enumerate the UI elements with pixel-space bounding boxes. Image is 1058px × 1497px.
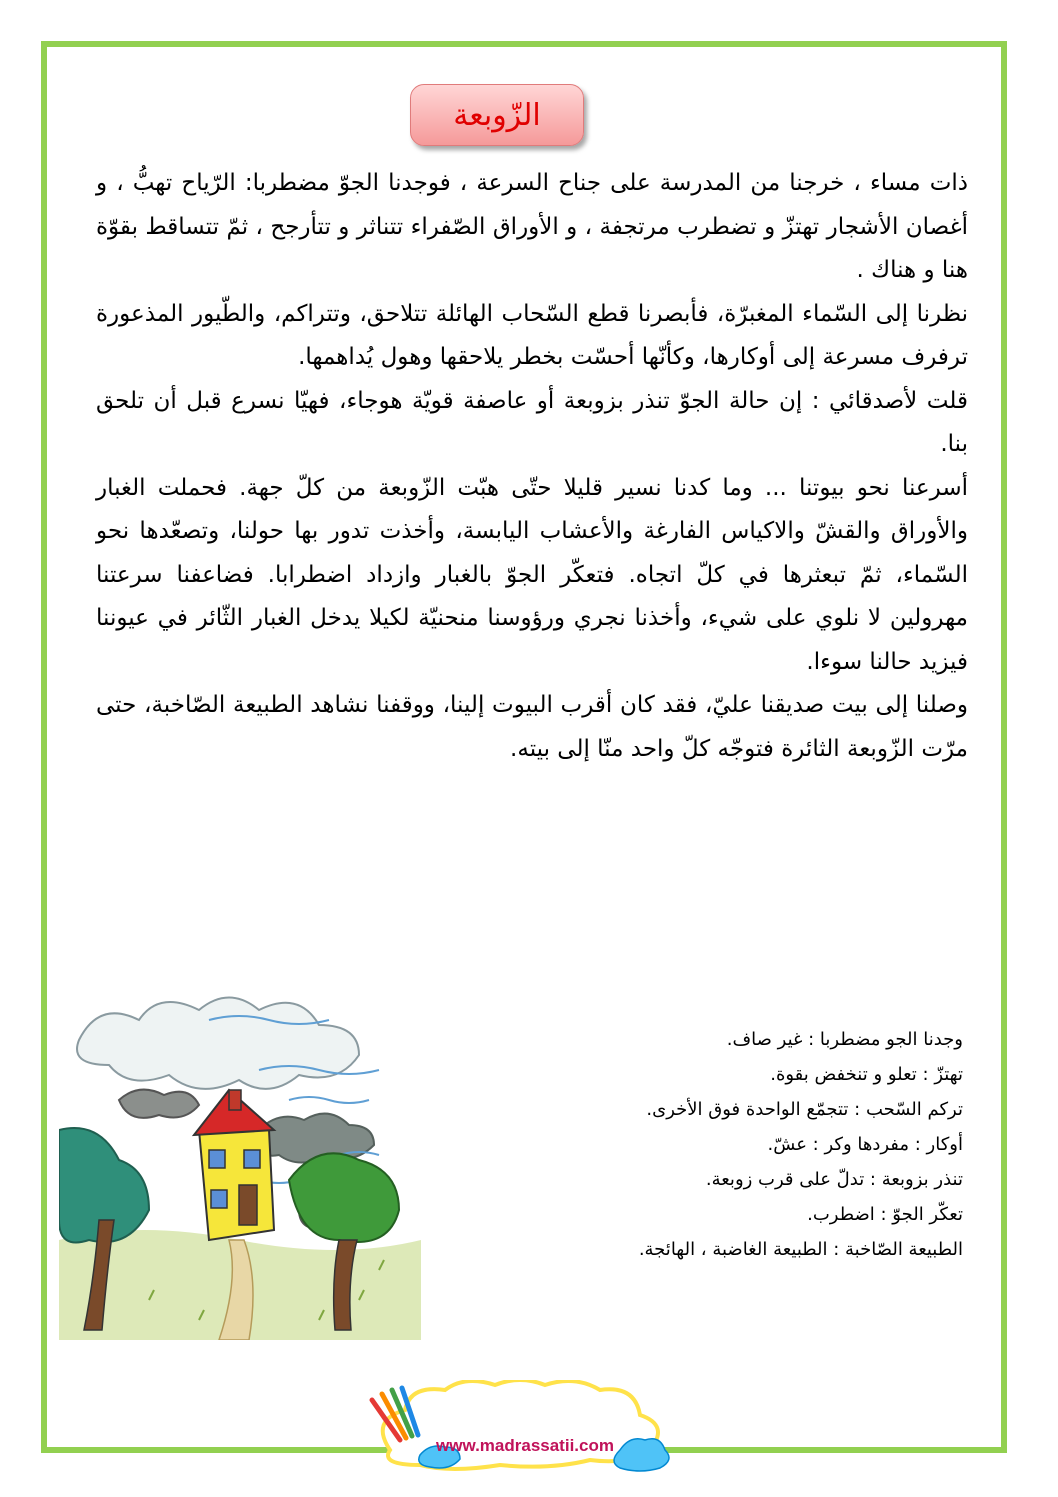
glossary-item: الطبيعة الصّاخبة : الطبيعة الغاضبة ، الهائجة.: [638, 1239, 963, 1260]
glossary: [463, 1022, 963, 1267]
glossary-item: تنذر بزوبعة : تدلّ على قرب زوبعة.: [705, 1169, 963, 1190]
paragraph: أسرعنا نحو بيوتنا ... وما كدنا نسير قليلا حتّى هبّت الزّوبعة من كلّ جهة. فحملت الغبار والأوراق والقشّ والاكياس الفارغة والأعشاب اليابسة، وأخذت تدور بها حولنا، وتصعّدها نحو السّماء، ثمّ تبعثرها في كلّ اتجاه. فتعكّر الجوّ بالغبار وازداد اضطرابا. فضاعفنا سرعتنا مهرولين لا نلوي على شيء، وأخذنا نجري ورؤوسنا منحنيّة لكيلا يدخل الغبار الثّائر في عيوننا فيزيد حالنا سوءا.: [96, 474, 968, 675]
glossary-item: أوكار : مفردها وكر : عشّ.: [767, 1134, 963, 1155]
glossary-item: تهتزّ : تعلو و تنخفض بقوة.: [770, 1064, 963, 1085]
glossary-item: تعكّر الجوّ : اضطرب.: [807, 1204, 963, 1225]
paragraph: نظرنا إلى السّماء المغبرّة، فأبصرنا قطع السّحاب الهائلة تتلاحق، وتتراكم، والطّيور المذعورة ترفرف مسرعة إلى أوكارها، وكأنّها أحسّت بخطر يلاحقها وهول يُداهمها.: [96, 300, 968, 370]
glossary-item: وجدنا الجو مضطربا : غير صاف.: [726, 1029, 963, 1050]
title-banner: [410, 84, 584, 146]
paragraph: قلت لأصدقائي : إن حالة الجوّ تنذر بزوبعة أو عاصفة قويّة هوجاء، فهيّا نسرع قبل أن تلحق بنا.: [96, 387, 968, 457]
story-text: [96, 162, 968, 771]
paragraph: ذات مساء ، خرجنا من المدرسة على جناح السرعة ، فوجدنا الجوّ مضطربا: الرّياح تهبُّ ، و أغصان الأشجار تهتزّ و تضطرب مرتجفة ، و الأوراق الصّفراء تتناثر و تتأرجح ، ثمّ تتساقط بقوّة هنا و هناك .: [96, 170, 968, 283]
glossary-item: تركم السّحب : تتجمّع الواحدة فوق الأخرى.: [646, 1099, 963, 1120]
page-title: الزّوبعة: [453, 97, 541, 133]
website-url[interactable]: www.madrassatii.com: [436, 1436, 614, 1455]
paragraph: وصلنا إلى بيت صديقنا عليّ، فقد كان أقرب البيوت إلينا، ووقفنا نشاهد الطبيعة الصّاخبة، حتى مرّت الزّوبعة الثائرة فتوجّه كلّ واحد منّا إلى بيته.: [96, 692, 968, 762]
storm-illustration: [59, 980, 421, 1340]
footer-cloud-logo: [360, 1380, 690, 1476]
